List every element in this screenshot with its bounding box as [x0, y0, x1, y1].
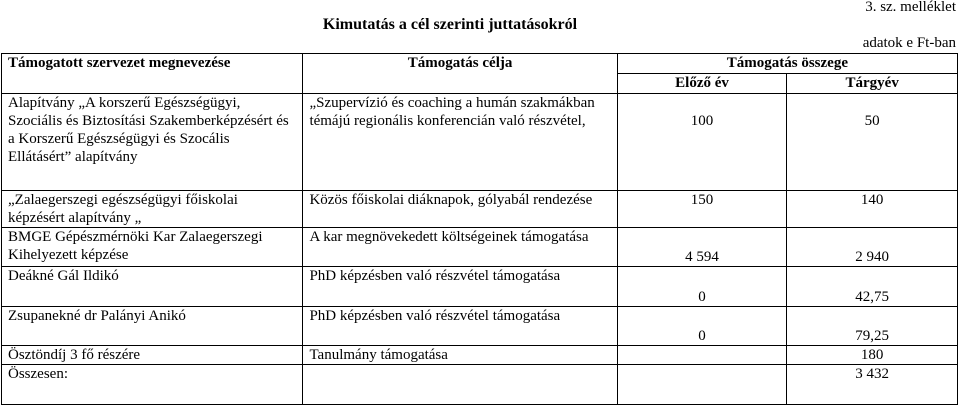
- curr-cell: 140: [787, 191, 958, 228]
- org-cell: Deákné Gál Ildikó: [2, 267, 303, 307]
- header-purpose: Támogatás célja: [303, 54, 617, 94]
- purpose-cell: A kar megnövekedett költségeinek támogatása: [303, 228, 617, 267]
- header-current-year: Tárgyév: [787, 74, 958, 94]
- annex-label: 3. sz. melléklet: [865, 0, 956, 15]
- prev-cell: 4 594: [617, 228, 787, 267]
- table-row: [2, 307, 958, 346]
- prev-cell: [617, 346, 787, 365]
- prev-cell: 0: [617, 267, 787, 307]
- curr-cell: 42,75: [787, 267, 958, 307]
- total-row: [2, 365, 958, 405]
- page-title: Kimutatás a cél szerinti juttatásokról: [322, 16, 578, 33]
- prev-cell: 100: [617, 94, 787, 191]
- table-row: [2, 267, 958, 307]
- unit-label: adatok e Ft-ban: [862, 35, 956, 51]
- header-org: Támogatott szervezet megnevezése: [2, 54, 303, 94]
- table-row: [2, 191, 958, 228]
- prev-cell: 150: [617, 191, 787, 228]
- header-amount: Támogatás összege: [617, 54, 957, 74]
- table-row: [2, 346, 958, 365]
- curr-cell: 79,25: [787, 307, 958, 346]
- purpose-cell: Tanulmány támogatása: [303, 346, 617, 365]
- purpose-cell: „Szupervízió és coaching a humán szakmákban témájú regionális konferencián való részvétel,: [303, 94, 617, 191]
- table-row: [2, 228, 958, 267]
- org-cell: BMGE Gépészmérnöki Kar Zalaegerszegi Kihelyezett képzése: [2, 228, 303, 267]
- curr-cell: 50: [787, 94, 958, 191]
- org-cell: Zsupanekné dr Palányi Anikó: [2, 307, 303, 346]
- prev-cell: 0: [617, 307, 787, 346]
- org-cell: Ösztöndíj 3 fő részére: [2, 346, 303, 365]
- purpose-cell: Közös főiskolai diáknapok, gólyabál rendezése: [303, 191, 617, 228]
- curr-cell: 180: [787, 346, 958, 365]
- purpose-cell: PhD képzésben való részvétel támogatása: [303, 267, 617, 307]
- org-cell: Alapítvány „A korszerű Egészségügyi, Szociális és Biztosítási Szakemberképzésért és a Korszerű Egészségügyi és Szocális Ellátásért” alapítvány: [2, 94, 303, 191]
- total-curr: 3 432: [787, 365, 958, 405]
- table-row: [2, 94, 958, 191]
- purpose-cell: PhD képzésben való részvétel támogatása: [303, 307, 617, 346]
- header-prev-year: Előző év: [617, 74, 787, 94]
- total-label: Összesen:: [2, 365, 303, 405]
- org-cell: „Zalaegerszegi egészségügyi főiskolai képzésért alapítvány „: [2, 191, 303, 228]
- grants-table: [1, 53, 958, 405]
- curr-cell: 2 940: [787, 228, 958, 267]
